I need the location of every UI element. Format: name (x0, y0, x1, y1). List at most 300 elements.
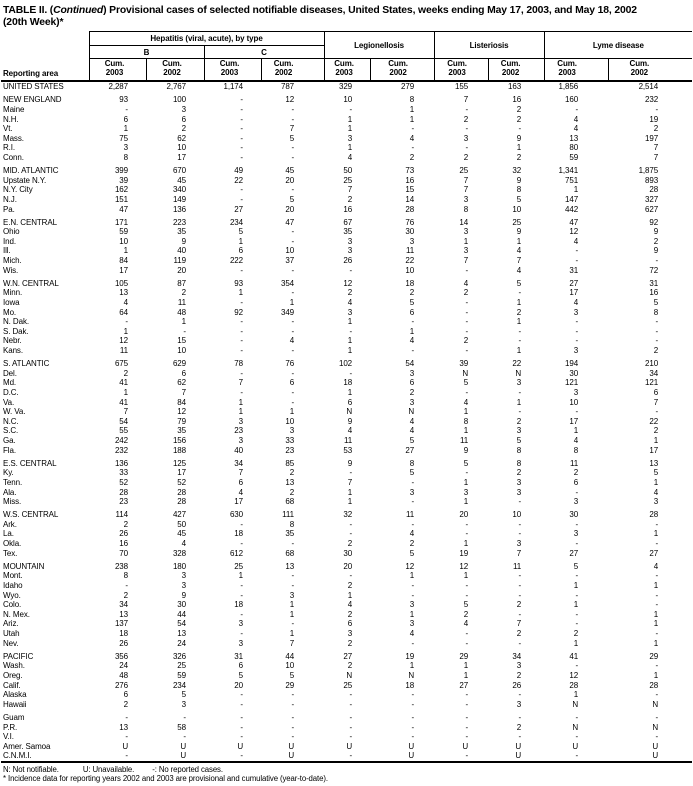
cell: - (291, 265, 295, 275)
cell: 10 (177, 143, 186, 153)
cell: 40 (177, 246, 186, 256)
table-row (1, 600, 692, 610)
cell: - (291, 712, 295, 722)
cum-header-row (1, 59, 692, 82)
cell: 7 (653, 397, 659, 407)
cell: 4 (347, 152, 353, 162)
cell: 3 (238, 619, 243, 629)
cell: 2 (181, 288, 186, 298)
cell: 22 (512, 359, 522, 369)
cell: - (655, 336, 659, 346)
column-header-cum-7: Cum. 2003 (434, 59, 488, 82)
cell: - (518, 336, 522, 346)
cell: N (515, 368, 522, 378)
cell: 16 (649, 288, 659, 298)
cell: - (183, 712, 186, 722)
cell: 78 (234, 359, 243, 369)
cell: 5 (409, 435, 415, 445)
cell: 3 (347, 629, 353, 638)
cell: 3 (516, 539, 522, 549)
row-label: R.I. (3, 143, 16, 153)
cell: 3 (238, 638, 243, 648)
table-row (1, 478, 692, 488)
cell: 2 (516, 629, 522, 638)
hepatitis-c-subheader: C (204, 46, 324, 59)
cell: - (575, 661, 579, 671)
cell: - (465, 346, 469, 355)
cell: 2 (347, 581, 353, 591)
cell: 2,767 (166, 82, 186, 92)
cell: - (518, 712, 522, 722)
cell: 3 (409, 487, 415, 497)
cell: 1 (516, 298, 522, 308)
row-label: Miss. (3, 497, 22, 507)
cell: 72 (649, 265, 659, 275)
title-prefix: TABLE II. ( (3, 5, 54, 16)
cell: 7 (123, 407, 128, 417)
table-row (1, 529, 692, 539)
cell: - (411, 477, 415, 487)
cell: 80 (569, 143, 579, 153)
row-label: W.N. CENTRAL (3, 278, 59, 288)
cell: 35 (285, 529, 295, 539)
cell: 76 (285, 359, 295, 369)
cell: 11 (512, 561, 522, 571)
cell: 2 (289, 487, 295, 497)
cell: 3 (516, 426, 522, 436)
row-label: S. ATLANTIC (3, 359, 50, 369)
cell: 6 (409, 378, 415, 388)
cell: 1 (573, 426, 579, 436)
table-row (1, 227, 692, 237)
cell: - (655, 407, 659, 417)
cell: 1 (238, 397, 243, 407)
cell: 1 (347, 487, 353, 497)
row-label: Ohio (3, 227, 20, 237)
cell: 2 (123, 368, 128, 378)
cell: - (291, 387, 295, 397)
table-row (1, 166, 692, 176)
cell: - (465, 690, 469, 700)
cell: 30 (177, 600, 186, 610)
cell: 2 (463, 114, 469, 124)
cell: 9 (653, 227, 659, 237)
cell: 22 (234, 175, 243, 185)
cell: - (655, 519, 659, 529)
cell: 3 (347, 236, 353, 246)
cell: - (465, 326, 469, 336)
cell: 19 (649, 114, 659, 124)
cell: 28 (649, 680, 659, 690)
row-label: Maine (3, 104, 25, 114)
row-label: S.C. (3, 426, 19, 436)
cell: 11 (119, 346, 128, 355)
cell: 1 (653, 529, 659, 539)
cell: - (324, 751, 370, 762)
cell: 3 (653, 497, 659, 507)
cell: 16 (405, 175, 415, 185)
cell: - (411, 317, 415, 327)
table-row (1, 143, 692, 153)
cell: 105 (114, 278, 128, 288)
cell: 7 (653, 152, 659, 162)
table-row (1, 81, 692, 92)
cell: 8 (516, 185, 522, 195)
cell: 4 (573, 114, 579, 124)
cell: 5 (409, 298, 415, 308)
cell: 1 (181, 317, 186, 327)
cell: 2 (347, 609, 353, 619)
cell: - (518, 519, 522, 529)
cell: 162 (114, 185, 128, 195)
cell: - (518, 529, 522, 539)
cell: - (518, 690, 522, 700)
row-label: C.N.M.I. (1, 751, 89, 762)
cell: - (575, 619, 579, 629)
row-label: N.C. (3, 416, 19, 426)
column-header-cum-6: Cum. 2002 (370, 59, 434, 82)
table-row (1, 95, 692, 105)
cell: 33 (285, 435, 295, 445)
row-label: Ala. (3, 487, 17, 497)
cell: 7 (238, 378, 243, 388)
cell: 279 (401, 82, 415, 92)
cell: 22 (405, 256, 415, 266)
cell: - (575, 487, 579, 497)
cell: 6 (123, 114, 128, 124)
cell: 10 (285, 661, 295, 671)
cell: 92 (649, 217, 659, 227)
cell: 13 (285, 561, 295, 571)
cell: - (291, 104, 295, 114)
cell: - (240, 133, 243, 143)
cell: 242 (114, 435, 128, 445)
cell: 356 (114, 651, 128, 661)
cell: 276 (114, 680, 128, 690)
cell: 5 (653, 298, 659, 308)
cell: 17 (649, 445, 659, 455)
table-row (1, 497, 692, 507)
cell: U (370, 751, 434, 762)
cell: 3 (347, 246, 353, 256)
cell: 62 (177, 133, 186, 143)
cell: U (408, 741, 415, 751)
cell: 23 (119, 497, 128, 507)
cell: 2 (653, 124, 659, 134)
row-label: V.I. (3, 732, 14, 742)
cell: - (125, 732, 128, 742)
cell: U (180, 741, 186, 751)
table-row (1, 115, 692, 125)
cell: 3 (463, 133, 469, 143)
cell: 54 (177, 619, 186, 629)
cell: 9 (181, 590, 186, 600)
cell: 326 (172, 651, 186, 661)
cell: - (575, 571, 579, 581)
cell: 27 (649, 548, 659, 558)
table-row (1, 246, 692, 256)
cell: 11 (405, 246, 415, 256)
table-row (1, 308, 692, 318)
cell: 30 (405, 227, 415, 237)
cell: 11 (343, 435, 353, 445)
cell: 1 (347, 143, 353, 153)
row-label: P.R. (3, 722, 18, 732)
table-row (1, 713, 692, 723)
cell: 3 (238, 416, 243, 426)
cell: 1 (516, 317, 522, 327)
cell: 1 (289, 609, 295, 619)
cell: 1 (653, 435, 659, 445)
cell: U (261, 751, 324, 762)
row-label: PACIFIC (3, 651, 34, 661)
cell: 7 (238, 468, 243, 478)
cell: 20 (285, 204, 295, 214)
cell: 15 (177, 336, 186, 346)
cell: 1 (653, 638, 659, 648)
cell: 73 (405, 166, 415, 176)
cell: 675 (114, 359, 128, 369)
cell: 1 (238, 407, 243, 417)
cell: 1,341 (558, 166, 579, 176)
title-rest: ) Provisional cases of selected notifiable diseases, United States, weeks ending May 17, 2003, and May 18, 2002 (103, 5, 637, 16)
row-label: Alaska (3, 690, 27, 700)
cell: 1 (347, 336, 353, 346)
cell: - (411, 519, 415, 529)
column-header-cum-8: Cum. 2002 (488, 59, 544, 82)
cell: - (575, 326, 579, 336)
cell: - (291, 143, 295, 153)
cell: 1 (123, 246, 128, 256)
table-row (1, 388, 692, 398)
cell: 210 (645, 359, 659, 369)
cell: - (411, 497, 415, 507)
table-row (1, 237, 692, 247)
cell: 4 (409, 133, 415, 143)
cell: 2 (516, 104, 522, 114)
cell: - (291, 619, 295, 629)
cell: - (575, 256, 579, 266)
cell: 10 (512, 510, 522, 520)
cell: 222 (229, 256, 243, 266)
cell: 2 (463, 152, 469, 162)
cell: 6 (181, 114, 186, 124)
table-row (1, 661, 692, 671)
table-row (1, 279, 692, 289)
cell: 1 (516, 346, 522, 355)
cell: 4 (463, 619, 469, 629)
cell: 3 (463, 227, 469, 237)
cell: 79 (177, 416, 186, 426)
cell: 20 (343, 561, 353, 571)
cell: - (465, 317, 469, 327)
row-label: N. Mex. (3, 609, 30, 619)
cell: - (465, 298, 469, 308)
column-header-cum-5: Cum. 2003 (324, 59, 370, 82)
cell: - (575, 336, 579, 346)
cell: - (575, 407, 579, 417)
cell: 12 (569, 227, 579, 237)
cell: - (240, 298, 243, 308)
cell: 136 (114, 458, 128, 468)
table-row (1, 681, 692, 691)
cell: U (608, 751, 692, 762)
cell: 28 (649, 510, 659, 520)
cell: - (125, 712, 128, 722)
row-label: Nebr. (3, 336, 22, 346)
cell: 4 (409, 416, 415, 426)
cell: 10 (285, 416, 295, 426)
cell: 84 (177, 397, 186, 407)
cell: - (349, 265, 353, 275)
cell: 1,174 (223, 82, 243, 92)
cell: 2 (653, 346, 659, 355)
row-label: Oreg. (3, 670, 23, 680)
legend-line (3, 765, 693, 775)
cell: 6 (653, 387, 659, 397)
cell: 59 (569, 152, 579, 162)
cell: 28 (569, 680, 579, 690)
cell: - (575, 609, 579, 619)
cell: 5 (463, 600, 469, 610)
cell: 2 (347, 288, 353, 298)
cell: 232 (114, 445, 128, 455)
cell: 54 (119, 416, 128, 426)
cell: - (291, 288, 295, 298)
cell: 2 (573, 629, 579, 638)
cell: - (240, 185, 243, 195)
row-label: Hawaii (3, 699, 27, 709)
cell: 10 (405, 265, 415, 275)
cell: - (518, 609, 522, 619)
cell: 232 (645, 95, 659, 105)
cell: 3 (289, 426, 295, 436)
cell: 1 (123, 387, 128, 397)
cell: 1 (653, 609, 659, 619)
cell: 17 (234, 497, 243, 507)
cell: 12 (405, 561, 415, 571)
cell: 76 (405, 217, 415, 227)
cell: 3 (463, 194, 469, 204)
cell: 7 (516, 548, 522, 558)
cell: - (291, 368, 295, 378)
cell: - (349, 529, 353, 539)
cell: 11 (177, 298, 186, 308)
cell: - (240, 722, 243, 732)
cell: 41 (569, 651, 579, 661)
cell: 1 (409, 609, 415, 619)
cell: 751 (565, 175, 579, 185)
cell: 136 (172, 204, 186, 214)
cell: N (572, 699, 579, 709)
cell: 15 (405, 185, 415, 195)
row-label: MID. ATLANTIC (3, 166, 59, 176)
legionellosis-group-header: Legionellosis (324, 32, 434, 59)
cell: 17 (177, 468, 186, 478)
row-label: Ga. (3, 435, 16, 445)
cell: 28 (119, 487, 128, 497)
cell: 25 (459, 166, 469, 176)
cell: 1 (347, 124, 353, 134)
table-row (1, 378, 692, 388)
table-header (1, 32, 692, 82)
cell: 5 (653, 468, 659, 478)
cell: - (575, 104, 579, 114)
cell: 20 (459, 510, 469, 520)
cell: 180 (172, 561, 186, 571)
cell: 17 (569, 416, 579, 426)
table-row (1, 317, 692, 327)
title-continued: Continued (53, 5, 104, 16)
cell: - (291, 571, 295, 581)
cell: 3 (289, 590, 295, 600)
cell: - (349, 571, 353, 581)
cell: 29 (285, 680, 295, 690)
row-label: Upstate N.Y. (3, 175, 47, 185)
cell: 2 (409, 539, 415, 549)
cell: 223 (172, 217, 186, 227)
cell: 3 (409, 236, 415, 246)
cell: - (349, 690, 353, 700)
row-label: Va. (3, 397, 15, 407)
cell: - (575, 732, 579, 742)
row-label: N.Y. City (3, 185, 33, 195)
cell: 1 (463, 426, 469, 436)
cell: 12 (177, 407, 186, 417)
cell: 9 (516, 133, 522, 143)
cell: 13 (119, 722, 128, 732)
row-label: Pa. (3, 204, 15, 214)
table-row (1, 591, 692, 601)
cell: 84 (119, 256, 128, 266)
cell: 4 (653, 561, 659, 571)
reporting-area-header: Reporting area (1, 32, 89, 82)
cell: 18 (119, 629, 128, 638)
cell: 2 (409, 387, 415, 397)
cell: 1 (463, 539, 469, 549)
cell: 1 (516, 236, 522, 246)
cell: 3 (516, 477, 522, 487)
cell: 3 (409, 600, 415, 610)
cell: - (291, 539, 295, 549)
cell: 4 (463, 278, 469, 288)
cell: - (655, 690, 659, 700)
cell: 2 (347, 638, 353, 648)
cell: 10 (119, 236, 128, 246)
cell: 1 (653, 581, 659, 591)
cell: 19 (459, 548, 469, 558)
cell: - (518, 497, 522, 507)
cell: - (411, 590, 415, 600)
cell: 1 (238, 236, 243, 246)
cell: 1 (653, 619, 659, 629)
notifiable-diseases-table (1, 31, 692, 763)
cell: 5 (463, 378, 469, 388)
table-row (1, 346, 692, 356)
cell: 10 (569, 397, 579, 407)
cell: 2 (289, 468, 295, 478)
cell: 24 (177, 638, 186, 648)
row-label: MOUNTAIN (3, 561, 45, 571)
cell: 35 (343, 227, 353, 237)
cell: 1 (347, 590, 353, 600)
cell: 34 (119, 600, 128, 610)
cell: 10 (343, 95, 353, 105)
cell: - (125, 581, 128, 591)
column-header-cum-4: Cum. 2002 (261, 59, 324, 82)
row-label: S. Dak. (3, 326, 29, 336)
cell: 2 (516, 600, 522, 610)
